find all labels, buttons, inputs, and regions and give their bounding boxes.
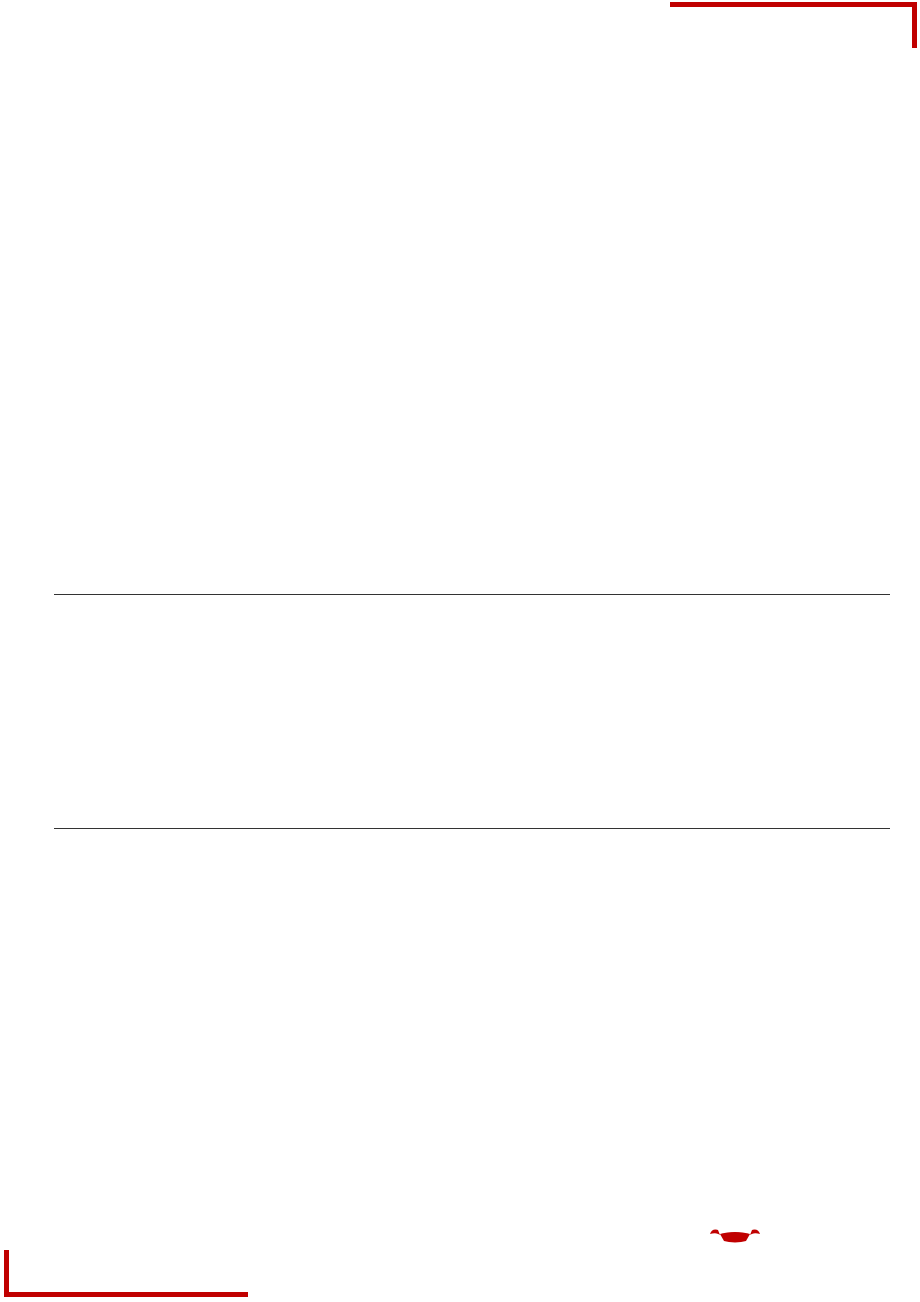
western-securities-logo [704,1226,766,1254]
corner-rule-top [670,2,917,7]
corner-rule-left [4,1250,9,1297]
table-bottom-rule [54,828,890,829]
corner-rule-right [912,2,917,48]
table-divider [54,594,890,595]
bull-logo-icon [704,1226,766,1254]
corner-rule-bottom [4,1292,248,1297]
